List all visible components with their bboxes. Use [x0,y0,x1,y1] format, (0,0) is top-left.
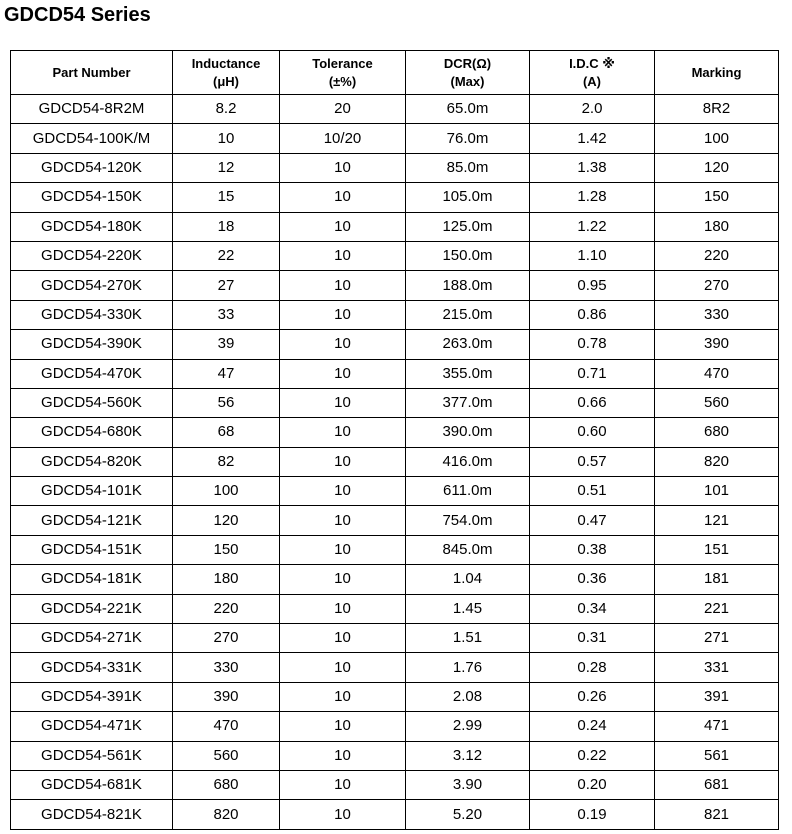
cell-part-number: GDCD54-101K [11,477,173,506]
cell-dcr: 76.0m [406,124,530,153]
cell-part-number: GDCD54-331K [11,653,173,682]
header-line: Inductance [191,55,261,71]
header-unit: (±%) [328,73,357,89]
cell-dcr: 416.0m [406,447,530,476]
cell-idc: 0.57 [530,447,655,476]
table-row [11,594,779,623]
cell-tolerance: 10 [280,330,406,359]
header-unit: (μH) [213,73,239,89]
cell-marking: 470 [655,359,779,388]
cell-part-number: GDCD54-120K [11,153,173,182]
table-row [11,388,779,417]
table-row [11,300,779,329]
cell-idc: 0.22 [530,741,655,770]
cell-tolerance: 10 [280,712,406,741]
cell-inductance: 15 [173,183,280,212]
cell-idc: 1.42 [530,124,655,153]
cell-tolerance: 10 [280,624,406,653]
cell-inductance: 330 [173,653,280,682]
cell-marking: 560 [655,388,779,417]
table-row [11,330,779,359]
cell-part-number: GDCD54-820K [11,447,173,476]
table-row [11,565,779,594]
cell-dcr: 845.0m [406,535,530,564]
table-row [11,653,779,682]
cell-idc: 0.86 [530,300,655,329]
cell-part-number: GDCD54-681K [11,770,173,799]
table-row [11,477,779,506]
table-row [11,153,779,182]
cell-idc: 0.51 [530,477,655,506]
cell-idc: 0.31 [530,624,655,653]
page-title: GDCD54 Series [4,4,151,26]
table-row [11,95,779,124]
cell-idc: 0.78 [530,330,655,359]
cell-dcr: 5.20 [406,800,530,829]
cell-marking: 820 [655,447,779,476]
cell-marking: 331 [655,653,779,682]
cell-inductance: 56 [173,388,280,417]
cell-dcr: 1.51 [406,624,530,653]
cell-inductance: 150 [173,535,280,564]
cell-part-number: GDCD54-561K [11,741,173,770]
header-line: DCR(Ω) [443,55,492,71]
cell-part-number: GDCD54-181K [11,565,173,594]
cell-dcr: 215.0m [406,300,530,329]
cell-part-number: GDCD54-471K [11,712,173,741]
cell-tolerance: 10 [280,447,406,476]
cell-dcr: 150.0m [406,241,530,270]
table-row [11,741,779,770]
cell-part-number: GDCD54-121K [11,506,173,535]
cell-tolerance: 10 [280,418,406,447]
cell-inductance: 33 [173,300,280,329]
cell-idc: 1.38 [530,153,655,182]
cell-inductance: 22 [173,241,280,270]
cell-idc: 1.28 [530,183,655,212]
cell-part-number: GDCD54-150K [11,183,173,212]
table-row [11,506,779,535]
cell-part-number: GDCD54-821K [11,800,173,829]
table-row [11,359,779,388]
cell-dcr: 611.0m [406,477,530,506]
cell-dcr: 263.0m [406,330,530,359]
cell-tolerance: 10 [280,241,406,270]
cell-inductance: 180 [173,565,280,594]
cell-marking: 681 [655,770,779,799]
cell-inductance: 390 [173,682,280,711]
cell-part-number: GDCD54-220K [11,241,173,270]
header-line: Part Number [52,64,131,80]
header-idc [530,51,655,95]
header-unit: (Max) [450,73,485,89]
cell-idc: 0.20 [530,770,655,799]
table-row [11,183,779,212]
cell-inductance: 120 [173,506,280,535]
cell-inductance: 12 [173,153,280,182]
cell-part-number: GDCD54-270K [11,271,173,300]
cell-dcr: 754.0m [406,506,530,535]
cell-idc: 0.71 [530,359,655,388]
cell-tolerance: 10 [280,388,406,417]
cell-part-number: GDCD54-390K [11,330,173,359]
cell-marking: 221 [655,594,779,623]
cell-part-number: GDCD54-100K/M [11,124,173,153]
cell-marking: 271 [655,624,779,653]
cell-idc: 0.34 [530,594,655,623]
cell-dcr: 355.0m [406,359,530,388]
table-body [11,95,779,830]
cell-idc: 0.24 [530,712,655,741]
cell-marking: 680 [655,418,779,447]
cell-tolerance: 10 [280,212,406,241]
cell-idc: 0.19 [530,800,655,829]
header-marking [655,51,779,95]
cell-tolerance: 10 [280,183,406,212]
cell-dcr: 85.0m [406,153,530,182]
cell-inductance: 100 [173,477,280,506]
cell-tolerance: 10 [280,506,406,535]
cell-tolerance: 10 [280,271,406,300]
cell-marking: 100 [655,124,779,153]
table-header-row [11,51,779,95]
cell-part-number: GDCD54-221K [11,594,173,623]
table-row [11,624,779,653]
cell-tolerance: 10 [280,477,406,506]
cell-inductance: 82 [173,447,280,476]
cell-dcr: 3.12 [406,741,530,770]
header-dcr [406,51,530,95]
table-row [11,535,779,564]
table-row [11,212,779,241]
cell-marking: 220 [655,241,779,270]
cell-part-number: GDCD54-151K [11,535,173,564]
cell-marking: 8R2 [655,95,779,124]
cell-inductance: 560 [173,741,280,770]
cell-inductance: 68 [173,418,280,447]
cell-tolerance: 20 [280,95,406,124]
cell-marking: 471 [655,712,779,741]
cell-idc: 2.0 [530,95,655,124]
cell-tolerance: 10 [280,359,406,388]
cell-inductance: 18 [173,212,280,241]
header-inductance [173,51,280,95]
cell-marking: 181 [655,565,779,594]
cell-dcr: 1.45 [406,594,530,623]
cell-inductance: 39 [173,330,280,359]
cell-tolerance: 10 [280,770,406,799]
cell-idc: 0.66 [530,388,655,417]
cell-part-number: GDCD54-180K [11,212,173,241]
cell-idc: 0.47 [530,506,655,535]
cell-part-number: GDCD54-560K [11,388,173,417]
header-tolerance [280,51,406,95]
cell-tolerance: 10 [280,741,406,770]
cell-marking: 561 [655,741,779,770]
cell-idc: 0.26 [530,682,655,711]
cell-marking: 270 [655,271,779,300]
cell-dcr: 3.90 [406,770,530,799]
header-line: Marking [691,64,742,80]
spec-table [10,50,779,830]
cell-marking: 151 [655,535,779,564]
cell-part-number: GDCD54-8R2M [11,95,173,124]
cell-inductance: 47 [173,359,280,388]
table-row [11,418,779,447]
cell-tolerance: 10 [280,594,406,623]
table-row [11,124,779,153]
cell-marking: 391 [655,682,779,711]
cell-marking: 120 [655,153,779,182]
cell-dcr: 188.0m [406,271,530,300]
header-line: Tolerance [312,55,373,71]
cell-tolerance: 10 [280,653,406,682]
cell-dcr: 105.0m [406,183,530,212]
cell-tolerance: 10 [280,565,406,594]
cell-dcr: 377.0m [406,388,530,417]
table-row [11,241,779,270]
cell-dcr: 2.99 [406,712,530,741]
cell-tolerance: 10 [280,800,406,829]
cell-inductance: 27 [173,271,280,300]
table-row [11,712,779,741]
cell-part-number: GDCD54-271K [11,624,173,653]
cell-tolerance: 10/20 [280,124,406,153]
cell-inductance: 8.2 [173,95,280,124]
cell-tolerance: 10 [280,153,406,182]
cell-idc: 0.95 [530,271,655,300]
cell-inductance: 220 [173,594,280,623]
table-row [11,271,779,300]
cell-idc: 0.60 [530,418,655,447]
cell-tolerance: 10 [280,535,406,564]
cell-tolerance: 10 [280,682,406,711]
cell-marking: 330 [655,300,779,329]
cell-inductance: 820 [173,800,280,829]
cell-dcr: 1.76 [406,653,530,682]
cell-dcr: 1.04 [406,565,530,594]
cell-marking: 101 [655,477,779,506]
table-row [11,770,779,799]
header-part-number [11,51,173,95]
cell-dcr: 125.0m [406,212,530,241]
table-row [11,800,779,829]
cell-part-number: GDCD54-470K [11,359,173,388]
cell-idc: 1.22 [530,212,655,241]
header-line: I.D.C ※ [569,55,615,71]
cell-idc: 0.36 [530,565,655,594]
cell-idc: 0.38 [530,535,655,564]
table-row [11,682,779,711]
cell-marking: 121 [655,506,779,535]
cell-marking: 821 [655,800,779,829]
cell-marking: 150 [655,183,779,212]
table-row [11,447,779,476]
cell-part-number: GDCD54-330K [11,300,173,329]
cell-dcr: 65.0m [406,95,530,124]
cell-inductance: 10 [173,124,280,153]
cell-inductance: 470 [173,712,280,741]
cell-part-number: GDCD54-391K [11,682,173,711]
cell-idc: 1.10 [530,241,655,270]
cell-inductance: 270 [173,624,280,653]
header-unit: (A) [582,73,602,89]
cell-tolerance: 10 [280,300,406,329]
cell-idc: 0.28 [530,653,655,682]
cell-part-number: GDCD54-680K [11,418,173,447]
cell-marking: 390 [655,330,779,359]
cell-inductance: 680 [173,770,280,799]
cell-dcr: 2.08 [406,682,530,711]
cell-marking: 180 [655,212,779,241]
cell-dcr: 390.0m [406,418,530,447]
